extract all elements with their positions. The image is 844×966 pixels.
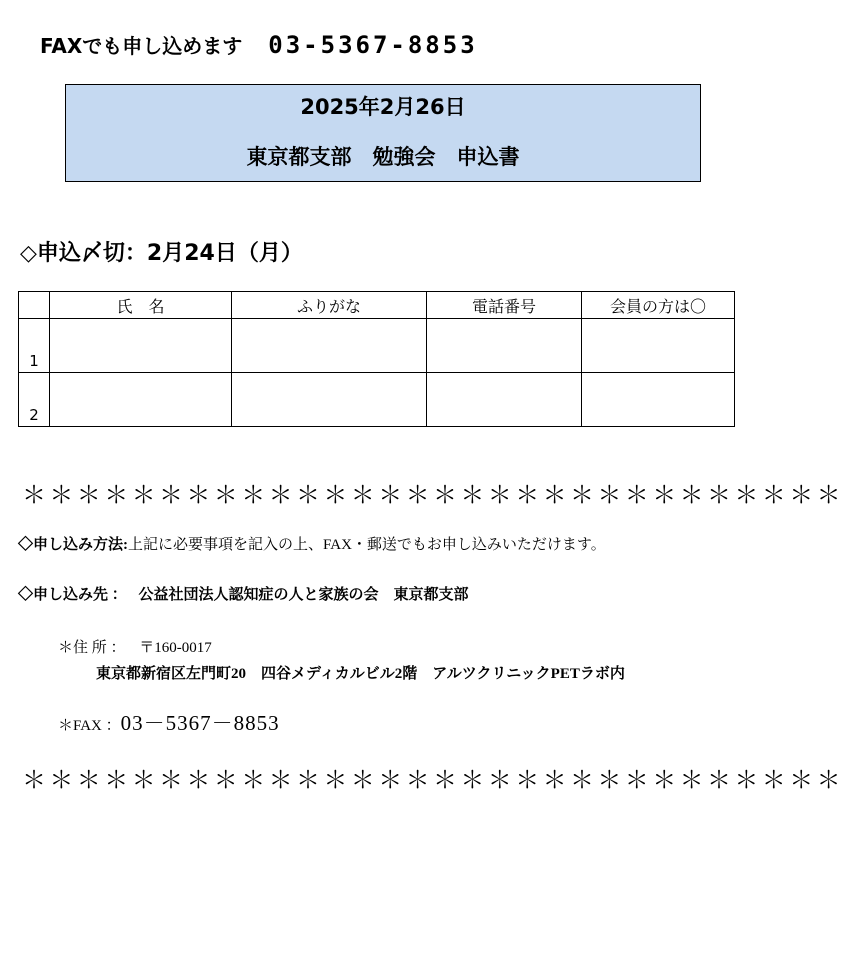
deadline: ◇申込〆切：2月24日（月） <box>20 241 303 266</box>
header-member: 会員の方は〇 <box>582 292 735 319</box>
separator-stars-bottom: ＊＊＊＊＊＊＊＊＊＊＊＊＊＊＊＊＊＊＊＊＊＊＊＊＊＊＊＊＊＊ <box>22 766 844 794</box>
address-line-1 <box>58 636 212 657</box>
table-row <box>19 319 735 373</box>
address-label: ＊住 所 ： <box>58 640 126 656</box>
phone-cell[interactable] <box>427 319 582 373</box>
application-destination <box>18 583 469 604</box>
fax-label: ＊FAX ： <box>58 718 121 734</box>
header-num <box>19 292 50 319</box>
application-method <box>18 533 606 554</box>
header-furigana: ふりがな <box>232 292 427 319</box>
fax-contact <box>58 707 280 737</box>
address-line-2: 東京都新宿区左門町20 四谷メディカルビル2階 アルツクリニックPETラボ内 <box>96 666 625 682</box>
separator-stars-top: ＊＊＊＊＊＊＊＊＊＊＊＊＊＊＊＊＊＊＊＊＊＊＊＊＊＊＊＊＊＊ <box>22 481 844 509</box>
name-cell[interactable] <box>50 319 232 373</box>
row-number: 2 <box>19 373 50 427</box>
method-text: 上記に必要事項を記入の上、FAX・郵送でもお申し込みいただけます。 <box>128 537 606 553</box>
header-phone: 電話番号 <box>427 292 582 319</box>
method-label: ◇申し込み方法: <box>18 537 128 553</box>
event-date: 2025年2月26日 <box>300 95 466 119</box>
table-row <box>19 373 735 427</box>
destination-label: ◇申し込み先 ： <box>18 587 127 603</box>
fax-notice-number: 03-5367-8853 <box>268 31 478 59</box>
member-cell[interactable] <box>582 373 735 427</box>
table-header-row <box>19 292 735 319</box>
header-name: 氏 名 <box>50 292 232 319</box>
fax-number: 03－5367－8853 <box>120 711 280 735</box>
row-number: 1 <box>19 319 50 373</box>
name-cell[interactable] <box>50 373 232 427</box>
application-form-table <box>18 291 735 427</box>
document-title: 東京都支部 勉強会 申込書 <box>246 145 520 169</box>
postal-code: 〒160-0017 <box>139 640 212 656</box>
furigana-cell[interactable] <box>232 373 427 427</box>
fax-notice-label: FAXでも申し込めます <box>40 34 243 58</box>
member-cell[interactable] <box>582 319 735 373</box>
title-box <box>65 84 701 182</box>
destination-org: 公益社団法人認知症の人と家族の会 東京都支部 <box>138 587 469 603</box>
phone-cell[interactable] <box>427 373 582 427</box>
furigana-cell[interactable] <box>232 319 427 373</box>
fax-notice <box>40 30 478 59</box>
